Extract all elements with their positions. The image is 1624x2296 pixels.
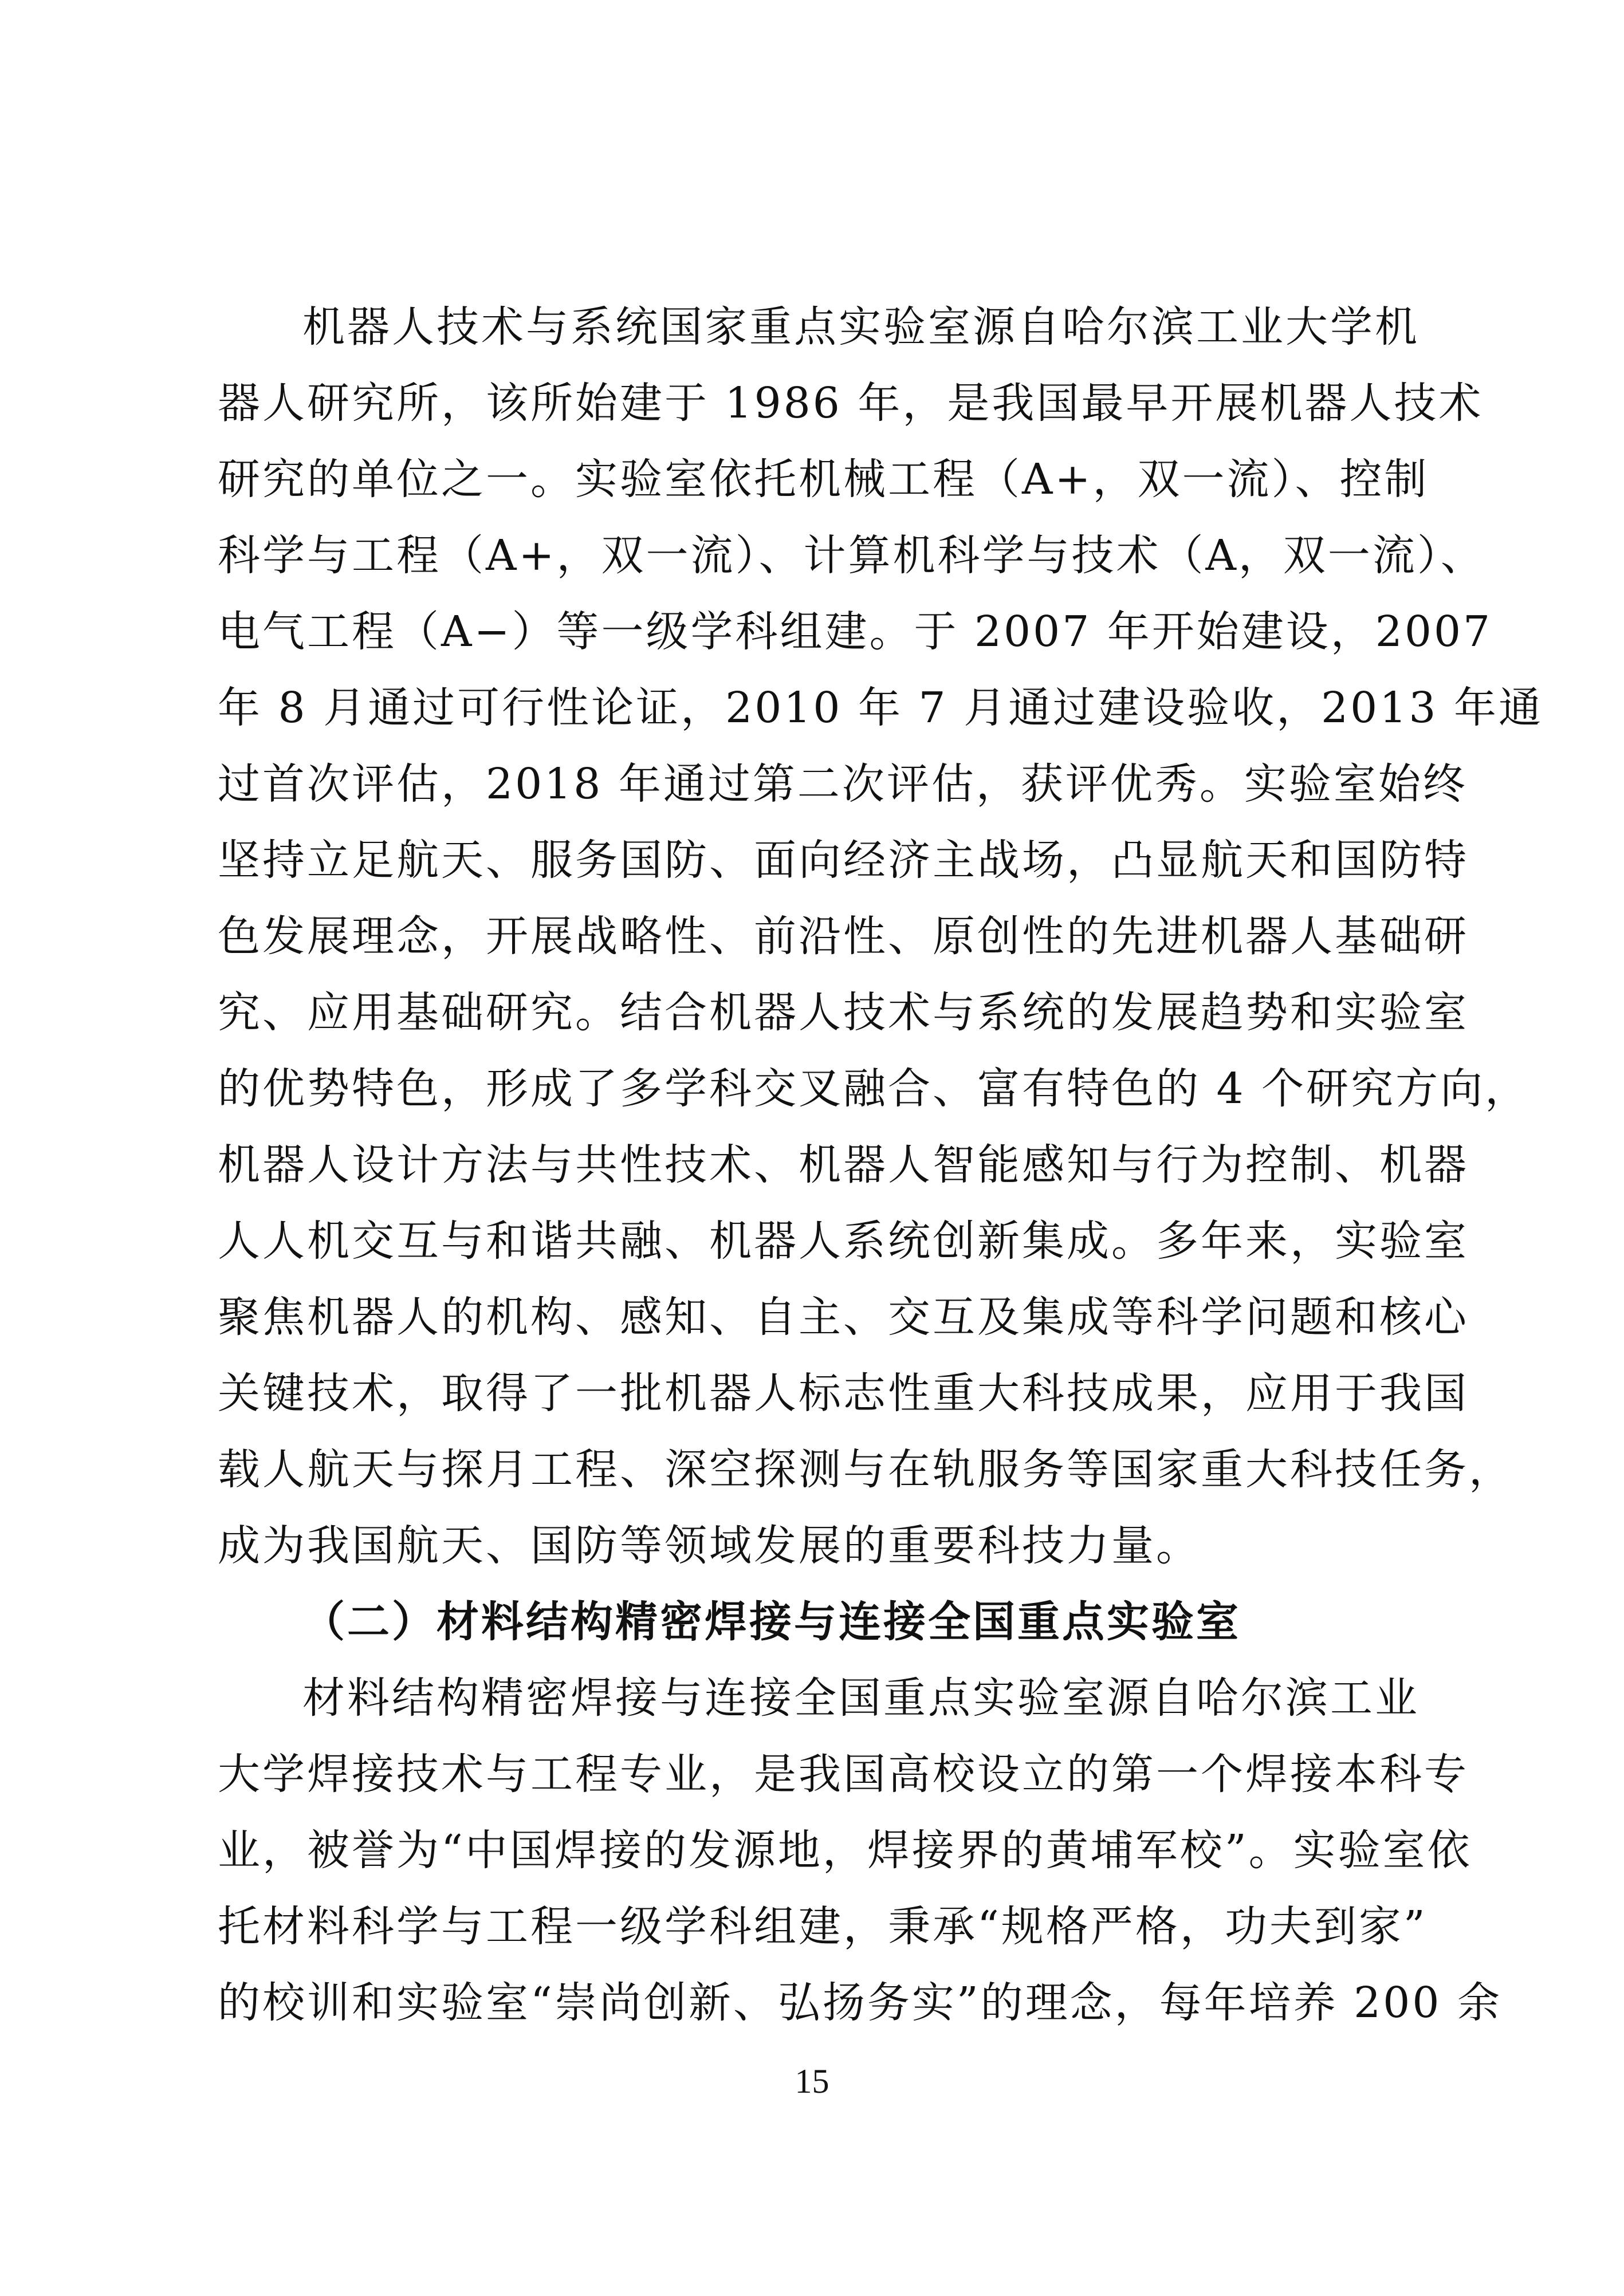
paragraph-line: 器人研究所，该所始建于 1986 年，是我国最早开展机器人技术 <box>218 379 1484 428</box>
paragraph-line: 机器人技术与系统国家重点实验室源自哈尔滨工业大学机 <box>302 302 1419 352</box>
page-number: 15 <box>795 2062 829 2100</box>
paragraph-line: 载人航天与探月工程、深空探测与在轨服务等国家重大科技任务， <box>218 1445 1513 1494</box>
section-heading: （二）材料结构精密焊接与连接全国重点实验室 <box>302 1597 1241 1647</box>
paragraph-line: 机器人设计方法与共性技术、机器人智能感知与行为控制、机器 <box>218 1140 1469 1190</box>
paragraph-line: 大学焊接技术与工程专业，是我国高校设立的第一个焊接本科专 <box>218 1750 1469 1799</box>
paragraph-line: 电气工程（A−）等一级学科组建。于 2007 年开始建设，2007 <box>218 607 1493 656</box>
paragraph-line: 科学与工程（A+，双一流）、计算机科学与技术（A，双一流）、 <box>218 531 1485 580</box>
paragraph-line: 色发展理念，开展战略性、前沿性、原创性的先进机器人基础研 <box>218 912 1469 961</box>
paragraph-line: 成为我国航天、国防等领域发展的重要科技力量。 <box>218 1521 1201 1570</box>
paragraph-line: 研究的单位之一。实验室依托机械工程（A+，双一流）、控制 <box>218 455 1429 504</box>
paragraph-line: 坚持立足航天、服务国防、面向经济主战场，凸显航天和国防特 <box>218 836 1469 885</box>
paragraph-line: 聚焦机器人的机构、感知、自主、交互及集成等科学问题和核心 <box>218 1293 1469 1342</box>
paragraph-line: 托材料科学与工程一级学科组建，秉承“规格严格，功夫到家” <box>218 1902 1428 1951</box>
body-text <box>218 289 1543 2041</box>
paragraph-line: 过首次评估，2018 年通过第二次评估，获评优秀。实验室始终 <box>218 759 1468 809</box>
paragraph-line: 究、应用基础研究。结合机器人技术与系统的发展趋势和实验室 <box>218 988 1469 1037</box>
paragraph-line: 材料结构精密焊接与连接全国重点实验室源自哈尔滨工业 <box>302 1673 1419 1723</box>
paragraph-line: 关键技术，取得了一批机器人标志性重大科技成果，应用于我国 <box>218 1369 1469 1418</box>
paragraph-line: 人人机交互与和谐共融、机器人系统创新集成。多年来，实验室 <box>218 1216 1469 1266</box>
paragraph-line: 业，被誉为“中国焊接的发源地，焊接界的黄埔军校”。实验室依 <box>218 1826 1472 1875</box>
paragraph-line: 的优势特色，形成了多学科交叉融合、富有特色的 4 个研究方向， <box>218 1064 1530 1113</box>
paragraph-line: 年 8 月通过可行性论证，2010 年 7 月通过建设验收，2013 年通 <box>218 683 1543 732</box>
paragraph-line: 的校训和实验室“崇尚创新、弘扬务实”的理念，每年培养 200 余 <box>218 1978 1502 2027</box>
